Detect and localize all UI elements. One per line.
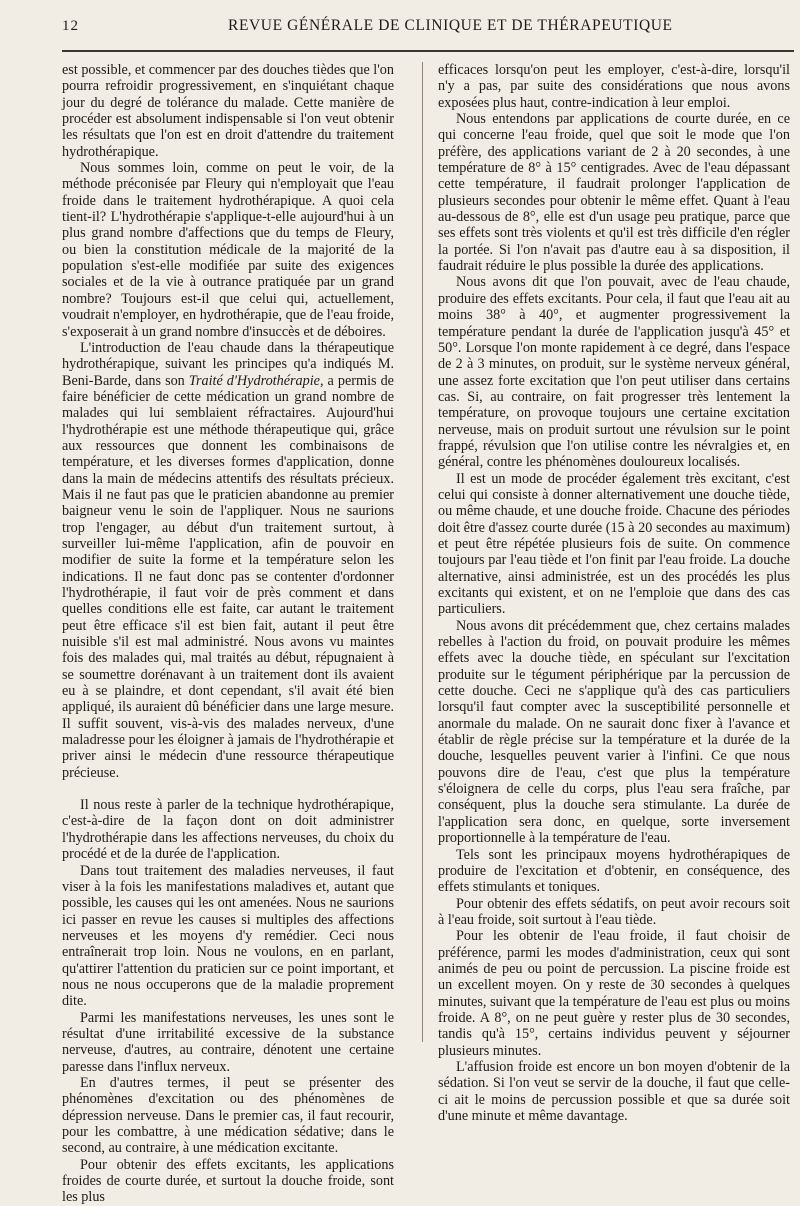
paragraph: Il est un mode de procéder également très excitant, c'est celui qui consiste à donner alternativement une douche tiède, ou même chaude, et une douche froide. Chacune des périodes doit être d'assez courte durée (15 à 20 secondes au maximum) et peut être répétée plusieurs fois de suite. On commence toujours par l'eau tiède et l'on finit par l'eau froide. La douche alternative, ainsi administrée, est un des procédés les plus excitants qui existent, et on ne l'emploie que dans des cas particuliers.: [438, 470, 790, 618]
paragraph: est possible, et commencer par des douches tièdes que l'on pourra refroidir progressivement, en s'inquiétant chaque jour du degré de tolérance du malade. Cette manière de procéder est absolument indispensable si l'on veut obtenir les résultats que l'on est en droit d'attendre du traitement hydrothérapique.: [62, 62, 394, 160]
paragraph-text: L'introduction de l'eau chaude dans la thérapeutique hydrothérapique, suivant les principes qu'a indiqués M. Beni-Barde, dans son: [62, 339, 394, 389]
page-number: 12: [62, 18, 79, 34]
paragraph: Pour obtenir des effets excitants, les applications froides de courte durée, et surtout la douche froide, sont les plus: [62, 1156, 394, 1206]
paragraph: Pour obtenir des effets sédatifs, on peut avoir recours soit à l'eau froide, soit surtout à l'eau tiède.: [438, 895, 790, 928]
paragraph: Pour les obtenir de l'eau froide, il faut choisir de préférence, parmi les modes d'administration, ceux qui sont animés de peu ou point de percussion. La piscine froide est un excellent moyen. On y reste de 30 secondes à quelques minutes, suivant que la température de l'eau est plus ou moins froide. A 8°, on ne peut guère y rester plus de 30 secondes, tandis qu'à 15°, certains individus peuvent y séjourner plusieurs minutes.: [438, 928, 790, 1059]
page-header: [0, 14, 800, 38]
paragraph: Dans tout traitement des maladies nerveuses, il faut viser à la fois les manifestations maladives et, autant que possible, les causes qui les ont amenées. Nous ne saurions ici passer en revue les causes si multiples des affections nerveuses et les moyens d'y remédier. Ceci nous entraînerait trop loin. Nous ne voulons, en en parlant, qu'attirer l'attention du praticien sur ce point important, et nous ne nous occuperons que de la maladie proprement dite.: [62, 862, 394, 1010]
paragraph: efficaces lorsqu'on peut les employer, c'est-à-dire, lorsqu'il n'y a pas, par suite des considérations que nous avons exposées plus haut, contre-indication à leur emploi.: [438, 62, 790, 111]
running-title: REVUE GÉNÉRALE DE CLINIQUE ET DE THÉRAPEUTIQUE: [228, 17, 673, 34]
left-column: [62, 62, 394, 1206]
paragraph: [62, 340, 394, 781]
paragraph: L'affusion froide est encore un bon moyen d'obtenir de la sédation. Si l'on veut se servir de la douche, il faut que celle-ci ait le moins de percussion possible et que sa durée soit d'une minute et même davantage.: [438, 1058, 790, 1124]
right-column: [438, 62, 790, 1124]
paragraph: Nous sommes loin, comme on peut le voir, de la méthode préconisée par Fleury qui n'employait que l'eau froide dans le traitement hydrothérapique. A quoi cela tient-il? L'hydrothérapie s'applique-t-elle aujourd'hui à un plus grand nombre d'affections que du temps de Fleury, ou bien la constitution médicale de la majorité de la population s'est-elle modifiée par suite des exigences sociales et de la vie à outrance pratiquée par un grand nombre? Toujours est-il que celui qui, actuellement, voudrait n'employer, en hydrothérapie, que de l'eau froide, s'exposerait à un grand nombre d'insuccès et de déboires.: [62, 160, 394, 340]
column-divider: [422, 62, 423, 1042]
paragraph: Il nous reste à parler de la technique hydrothérapique, c'est-à-dire de la façon dont on doit administrer l'hydrothérapie dans les affections nerveuses, du choix du procédé et de la durée de l'application.: [62, 797, 394, 863]
paragraph: Nous avons dit que l'on pouvait, avec de l'eau chaude, produire des effets excitants. Pour cela, il faut que l'eau ait au moins 38° à 40°, et augmenter progressivement la température pendant la durée de l'application jusqu'à 45° et 50°. Lorsque l'on monte rapidement à ce degré, dans l'espace de 2 à 3 minutes, on produit, sur le système nerveux général, une assez forte excitation que l'on peut utiliser dans certains cas. Si, au contraire, on fait progresser très lentement la température, on provoque toujours une certaine excitation nerveuse, mais on produit surtout une révulsion sur le point frappé, révulsion que l'on utilise contre les névralgies et, en général, contre les phénomènes douloureux localisés.: [438, 274, 790, 471]
book-title: Traité d'Hydrothérapie: [188, 372, 320, 389]
paragraph-text: , a permis de faire bénéficier de cette médication un grand nombre de malades qui lui semblaient réfractaires. Aujourd'hui l'hydrothérapie est une méthode thérapeutique qui, grâce aux ressources que donnent les combinaisons de température, et les diverses formes d'application, donne dans la main de médecins attentifs des résultats précieux. Mais il ne faut pas que le praticien abandonne au premier baigneur venu le soin de l'appliquer. Nous ne saurions trop l'engager, au début d'un traitement surtout, à surveiller lui-même l'application, afin de pouvoir en modifier de suite la forme et la température selon les indications. Il ne faut donc pas se contenter d'ordonner l'hydrothérapie, il faut voir de près comment et dans quelles conditions elle est faite, car autant le traitement peut être efficace s'il est bien fait, autant il peut être nuisible s'il est mal administré. Nous avons vu maintes fois des malades qui, mal traités au début, répugnaient à se soumettre dorénavant à un traitement dont ils avaient eu à se plaindre, et dont cependant, s'il avait été bien appliqué, ils auraient dû bénéficier dans une large mesure. Il suffit souvent, vis-à-vis des malades nerveux, d'une maladresse pour les éloigner à jamais de l'hydrothérapie et priver ainsi le médecin d'une ressource thérapeutique précieuse.: [62, 372, 394, 781]
paragraph: Nous entendons par applications de courte durée, en ce qui concerne l'eau froide, quel que soit le mode que l'on préfère, des applications variant de 2 à 20 secondes, à une température de 8° à 15° centigrades. Avec de l'eau dépassant cette température, il faudrait prolonger l'application de plusieurs secondes pour obtenir le même effet. Quant à l'eau au-dessous de 8°, elle est d'un usage peu pratique, parce que ses effets sont très violents et qu'il est très difficile d'en régler la portée. Si l'on n'avait pas d'autre eau à sa disposition, il faudrait réduire le plus possible la durée des applications.: [438, 111, 790, 275]
paragraph: Nous avons dit précédemment que, chez certains malades rebelles à l'action du froid, on pouvait produire les mêmes effets avec la douche tiède, en spéculant sur l'excitation produite sur le tégument périphérique par la percussion de cette douche. Ceci ne s'applique qu'à des cas particuliers lorsqu'il faut compter avec la susceptibilité personnelle et anormale du malade. On ne saurait donc fixer à l'avance et établir de règle précise sur la température et la durée de la douche, lesquelles peuvent varier à l'infini. Ce que nous pouvons dire de l'eau, c'est que plus la température s'éloignera de celle du corps, plus l'eau sera fraîche, par conséquent, plus la douche sera stimulante. La durée de l'application sera donc, en quelque, sorte inversement proportionnelle à la température de l'eau.: [438, 617, 790, 847]
paragraph: Tels sont les principaux moyens hydrothérapiques de produire de l'excitation et d'obtenir, en conséquence, des effets stimulants et toniques.: [438, 846, 790, 896]
header-rule: [62, 50, 794, 52]
paragraph: Parmi les manifestations nerveuses, les unes sont le résultat d'une irritabilité excessive de la substance nerveuse, d'autres, au contraire, dénotent une certaine paresse dans l'influx nerveux.: [62, 1009, 394, 1075]
paragraph: En d'autres termes, il peut se présenter des phénomènes d'excitation ou des phénomènes de dépression nerveuse. Dans le premier cas, il faut recourir, pour les combattre, à une médication sédative; dans le second, au contraire, à une médication excitante.: [62, 1074, 394, 1157]
